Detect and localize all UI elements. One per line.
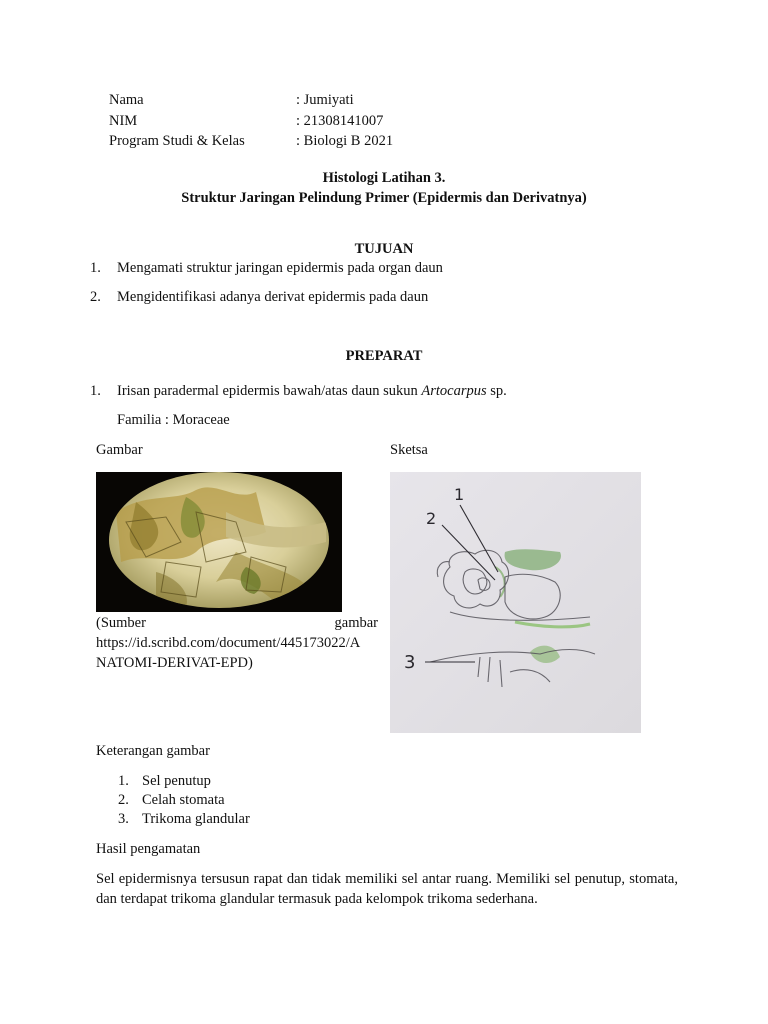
keterangan-heading: Keterangan gambar bbox=[96, 743, 210, 759]
doc-title-line2: Struktur Jaringan Pelindung Primer (Epidermis dan Derivatnya) bbox=[181, 190, 587, 206]
sketch-label-1: 1 bbox=[454, 485, 465, 504]
hasil-heading: Hasil pengamatan bbox=[96, 841, 201, 857]
preparat-num-1: 1. bbox=[90, 383, 101, 399]
doc-title-line1: Histologi Latihan 3. bbox=[322, 170, 446, 186]
info-value-prodi: : Biologi B 2021 bbox=[296, 133, 394, 149]
keterangan-item-1: 1. Sel penutup bbox=[118, 773, 211, 789]
sketsa-label: Sketsa bbox=[390, 442, 428, 458]
source-word: gambar bbox=[334, 615, 378, 631]
tujuan-item-1: Mengamati struktur jaringan epidermis pada organ daun bbox=[117, 260, 443, 276]
sketch-label-3: 3 bbox=[404, 652, 416, 673]
species-name: Artocarpus bbox=[421, 383, 487, 399]
image-source-caption bbox=[96, 613, 378, 673]
keterangan-item-2: 2. Celah stomata bbox=[118, 792, 225, 808]
microscope-photo bbox=[96, 472, 342, 612]
source-url-line2: NATOMI-DERIVAT-EPD) bbox=[96, 655, 253, 671]
sketch-photo bbox=[390, 472, 641, 733]
gambar-label: Gambar bbox=[96, 442, 143, 458]
keterangan-list bbox=[118, 773, 250, 830]
info-label-prodi: Program Studi & Kelas bbox=[109, 133, 245, 149]
tujuan-item-2: Mengidentifikasi adanya derivat epidermis pada daun bbox=[117, 289, 429, 305]
familia-line: Familia : Moraceae bbox=[117, 412, 230, 428]
info-value-nama: : Jumiyati bbox=[296, 92, 354, 108]
preparat-heading: PREPARAT bbox=[345, 348, 423, 364]
tujuan-num-2: 2. bbox=[90, 289, 101, 305]
preparat-item-1: Irisan paradermal epidermis bawah/atas daun sukun Artocarpus sp. bbox=[117, 383, 507, 399]
keterangan-item-3: 3. Trikoma glandular bbox=[118, 811, 250, 827]
info-label-nama: Nama bbox=[109, 92, 144, 108]
info-label-nim: NIM bbox=[109, 113, 138, 129]
info-value-nim: : 21308141007 bbox=[296, 113, 384, 129]
hasil-paragraph: Sel epidermisnya tersusun rapat dan tidak memiliki sel antar ruang. Memiliki sel penutup, stomata, dan terdapat trikoma glandular termasuk pada kelompok trikoma sederhana. bbox=[96, 871, 678, 907]
tujuan-num-1: 1. bbox=[90, 260, 101, 276]
source-prefix: (Sumber bbox=[96, 615, 146, 631]
sketch-label-2: 2 bbox=[426, 509, 437, 528]
source-url-line1: https://id.scribd.com/document/445173022/A bbox=[96, 635, 361, 651]
tujuan-heading: TUJUAN bbox=[354, 241, 414, 257]
